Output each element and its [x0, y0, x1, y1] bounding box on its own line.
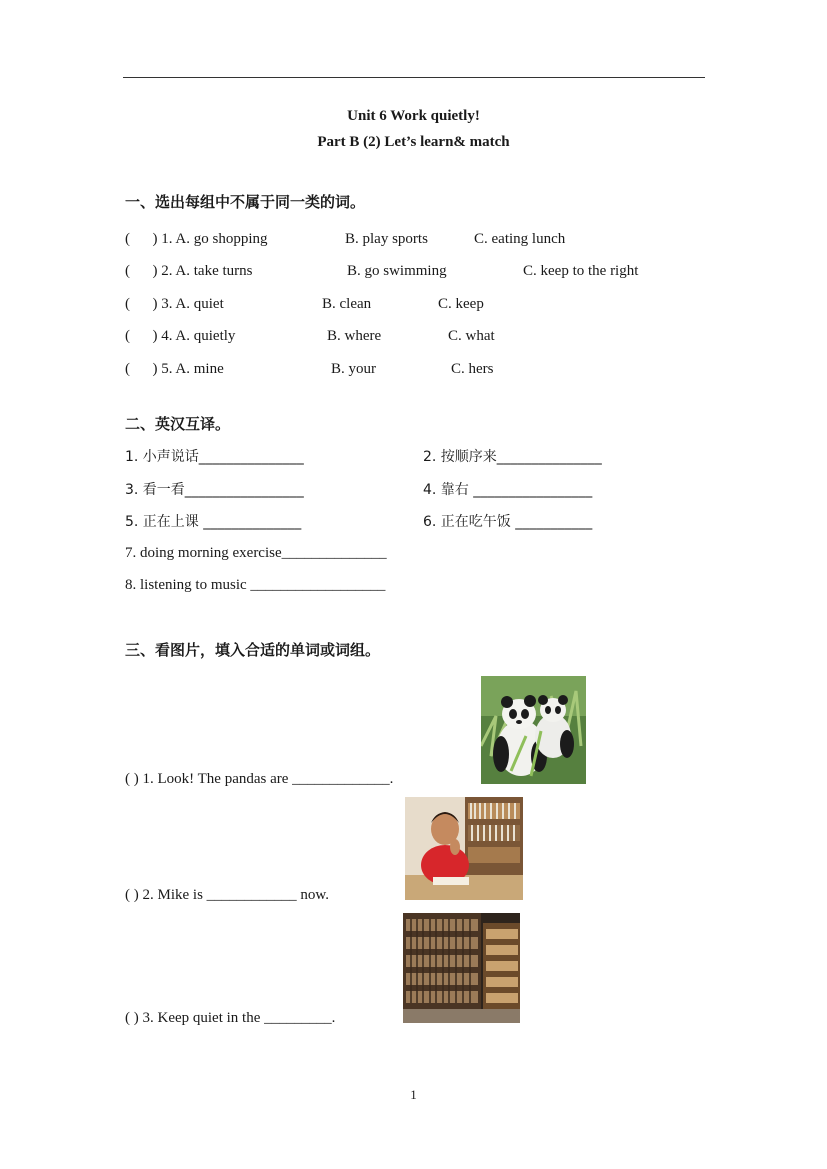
translation-item-5: 5. 正在上课 ______________: [125, 514, 302, 530]
panda-picture: [481, 676, 586, 784]
choice-question-4-stem: ( ) 4. A. quietly: [125, 328, 236, 344]
choice-question-2-option-c: C. keep to the right: [523, 263, 639, 279]
choice-question-4-option-b: B. where: [327, 328, 382, 344]
translation-item-7: 7. doing morning exercise______________: [125, 545, 387, 561]
section3-heading: 三、看图片，填入合适的单词或词组。: [125, 641, 381, 659]
choice-question-5-option-b: B. your: [331, 361, 376, 377]
header-rule: [123, 77, 705, 78]
choice-question-2-option-b: B. go swimming: [347, 263, 447, 279]
choice-question-3-stem: ( ) 3. A. quiet: [125, 296, 224, 312]
choice-question-1-option-c: C. eating lunch: [474, 231, 566, 247]
translation-item-4: 4. 靠右 _________________: [423, 482, 593, 498]
worksheet-subtitle: Part B (2) Let’s learn& match: [317, 134, 510, 150]
choice-question-5-option-c: C. hers: [451, 361, 494, 377]
section2-heading: 二、英汉互译。: [125, 415, 231, 433]
section1-heading: 一、选出每组中不属于同一类的词。: [125, 193, 366, 211]
translation-item-1: 1. 小声说话_______________: [125, 449, 304, 465]
picture-question-1: ( ) 1. Look! The pandas are _____________.: [125, 771, 394, 787]
worksheet-title: Unit 6 Work quietly!: [347, 108, 480, 124]
choice-question-3-option-b: B. clean: [322, 296, 372, 312]
translation-item-8: 8. listening to music __________________: [125, 577, 386, 593]
choice-question-2-stem: ( ) 2. A. take turns: [125, 263, 253, 279]
choice-question-4-option-c: C. what: [448, 328, 495, 344]
translation-item-2: 2. 按顺序来_______________: [423, 449, 602, 465]
choice-question-5-stem: ( ) 5. A. mine: [125, 361, 224, 377]
translation-item-6: 6. 正在吃午饭 ___________: [423, 514, 593, 530]
translation-item-3: 3. 看一看_________________: [125, 482, 304, 498]
choice-question-1-stem: ( ) 1. A. go shopping: [125, 231, 268, 247]
page-number: 1: [410, 1087, 417, 1102]
choice-question-3-option-c: C. keep: [438, 296, 484, 312]
library-picture: [403, 913, 520, 1023]
picture-question-3: ( ) 3. Keep quiet in the _________.: [125, 1010, 336, 1026]
picture-question-2: ( ) 2. Mike is ____________ now.: [125, 887, 330, 903]
reading-boy-picture: [405, 797, 523, 900]
choice-question-1-option-b: B. play sports: [345, 231, 428, 247]
